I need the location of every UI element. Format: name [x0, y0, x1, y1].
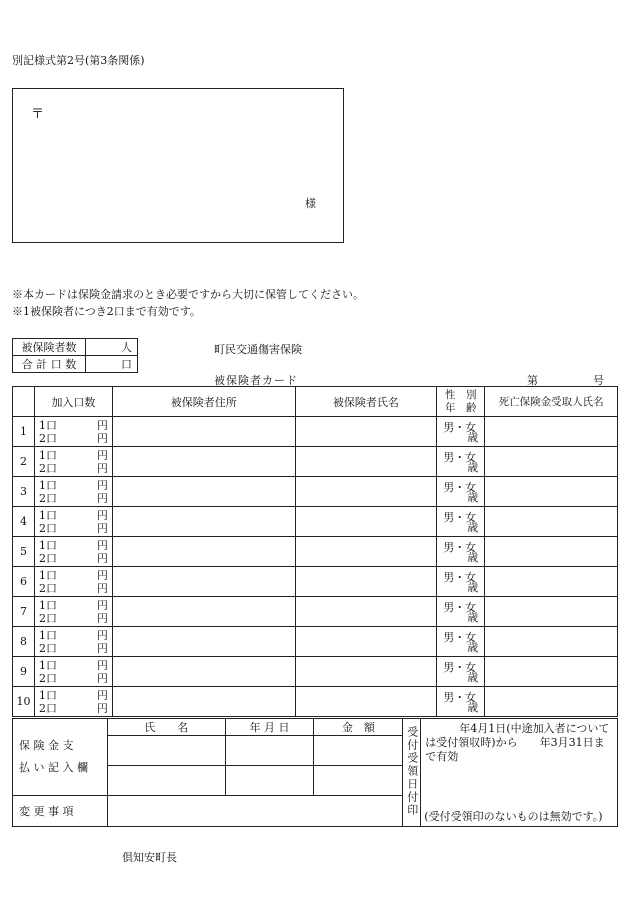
yen-label: 円: [96, 658, 108, 672]
row-sex-age[interactable]: [437, 597, 485, 627]
yen-label: 円: [96, 521, 108, 535]
header-address: 被保険者住所: [112, 387, 295, 417]
mayor-signature: 倶知安町長: [122, 851, 177, 864]
payment-table: [12, 718, 618, 827]
row-address[interactable]: [112, 687, 295, 717]
sex-options: 男・女: [443, 631, 477, 644]
row-units[interactable]: [34, 417, 112, 447]
row-beneficiary[interactable]: [485, 537, 618, 567]
row-name[interactable]: [295, 687, 437, 717]
yen-label: 円: [96, 671, 108, 685]
unit1-label: 1口: [38, 568, 57, 582]
row-beneficiary[interactable]: [485, 477, 618, 507]
unit2-label: 2口: [38, 671, 57, 685]
unit2-label: 2口: [38, 431, 57, 445]
form-caption: 別記様式第2号(第3条関係): [12, 54, 145, 67]
insured-count-unit: 人: [86, 339, 138, 356]
row-sex-age[interactable]: [437, 477, 485, 507]
row-number: 5: [13, 537, 35, 567]
payment-name-1[interactable]: [107, 736, 225, 766]
sex-options: 男・女: [443, 421, 477, 434]
row-number: 1: [13, 417, 35, 447]
yen-label: 円: [96, 611, 108, 625]
yen-label: 円: [96, 491, 108, 505]
age-unit: 歳: [467, 701, 479, 714]
header-sex: 性 別: [445, 388, 477, 401]
row-units[interactable]: [34, 477, 112, 507]
row-sex-age[interactable]: [437, 537, 485, 567]
insurance-name: 町民交通傷害保険: [214, 343, 302, 356]
unit1-label: 1口: [38, 508, 57, 522]
sex-options: 男・女: [443, 601, 477, 614]
payment-amount-2[interactable]: [314, 766, 403, 796]
yen-label: 円: [96, 701, 108, 715]
unit1-label: 1口: [38, 478, 57, 492]
yen-label: 円: [96, 418, 108, 432]
payment-label-line2: 払 い 記 入 欄: [19, 761, 88, 774]
table-row: [13, 687, 618, 717]
yen-label: 円: [96, 568, 108, 582]
payment-col-amount: 金 額: [314, 719, 403, 736]
row-address[interactable]: [112, 537, 295, 567]
yen-label: 円: [96, 431, 108, 445]
change-label: 変 更 事 項: [13, 796, 108, 827]
unit2-label: 2口: [38, 581, 57, 595]
row-units[interactable]: [34, 657, 112, 687]
header-age: 年 齢: [445, 401, 477, 414]
table-row: [13, 537, 618, 567]
row-name[interactable]: [295, 537, 437, 567]
row-number: 7: [13, 597, 35, 627]
yen-label: 円: [96, 598, 108, 612]
row-name[interactable]: [295, 507, 437, 537]
unit2-label: 2口: [38, 701, 57, 715]
sex-options: 男・女: [443, 451, 477, 464]
row-address[interactable]: [112, 567, 295, 597]
unit1-label: 1口: [38, 658, 57, 672]
payment-date-2[interactable]: [225, 766, 314, 796]
sex-options: 男・女: [443, 481, 477, 494]
row-address[interactable]: [112, 477, 295, 507]
row-address[interactable]: [112, 447, 295, 477]
sex-options: 男・女: [443, 571, 477, 584]
yen-label: 円: [96, 448, 108, 462]
row-sex-age[interactable]: [437, 417, 485, 447]
sex-options: 男・女: [443, 661, 477, 674]
row-number: 2: [13, 447, 35, 477]
payment-amount-1[interactable]: [314, 736, 403, 766]
row-sex-age[interactable]: [437, 567, 485, 597]
yen-label: 円: [96, 641, 108, 655]
row-name[interactable]: [295, 597, 437, 627]
table-row: [13, 417, 618, 447]
change-field[interactable]: [107, 796, 402, 827]
row-sex-age[interactable]: [437, 657, 485, 687]
row-sex-age[interactable]: [437, 507, 485, 537]
row-units[interactable]: [34, 627, 112, 657]
row-address[interactable]: [112, 597, 295, 627]
sex-options: 男・女: [443, 511, 477, 524]
row-units[interactable]: [34, 567, 112, 597]
unit2-label: 2口: [38, 551, 57, 565]
total-units-label: 合 計 口 数: [13, 356, 86, 373]
card-no-suffix: 号: [593, 374, 604, 387]
payment-date-1[interactable]: [225, 736, 314, 766]
row-beneficiary[interactable]: [485, 417, 618, 447]
unit2-label: 2口: [38, 641, 57, 655]
payment-label-line1: 保 険 金 支: [19, 739, 74, 752]
row-number: 4: [13, 507, 35, 537]
row-number: 3: [13, 477, 35, 507]
row-units[interactable]: [34, 537, 112, 567]
age-unit: 歳: [467, 461, 479, 474]
row-units[interactable]: [34, 597, 112, 627]
reception-cell: [421, 719, 618, 827]
row-beneficiary[interactable]: [485, 657, 618, 687]
card-no-prefix: 第: [527, 374, 538, 387]
unit2-label: 2口: [38, 461, 57, 475]
row-beneficiary[interactable]: [485, 507, 618, 537]
row-number: 10: [13, 687, 35, 717]
row-number: 8: [13, 627, 35, 657]
yen-label: 円: [96, 508, 108, 522]
age-unit: 歳: [467, 491, 479, 504]
card-title: 被保険者カード: [214, 374, 298, 387]
unit1-label: 1口: [38, 598, 57, 612]
postal-mark: 〒: [31, 107, 45, 122]
reception-void-note: (受付受領印のないものは無効です。): [424, 810, 603, 823]
yen-label: 円: [96, 628, 108, 642]
summary-box: [12, 338, 138, 373]
unit1-label: 1口: [38, 688, 57, 702]
age-unit: 歳: [467, 641, 479, 654]
row-sex-age[interactable]: [437, 687, 485, 717]
table-row: [13, 447, 618, 477]
age-unit: 歳: [467, 551, 479, 564]
table-row: [13, 627, 618, 657]
table-row: [13, 657, 618, 687]
age-unit: 歳: [467, 671, 479, 684]
row-sex-age[interactable]: [437, 447, 485, 477]
row-units[interactable]: [34, 447, 112, 477]
row-name[interactable]: [295, 447, 437, 477]
row-name[interactable]: [295, 477, 437, 507]
row-beneficiary[interactable]: [485, 597, 618, 627]
sex-options: 男・女: [443, 541, 477, 554]
yen-label: 円: [96, 688, 108, 702]
row-beneficiary[interactable]: [485, 447, 618, 477]
payment-label: [13, 719, 108, 796]
header-beneficiary: 死亡保険金受取人氏名: [485, 387, 618, 417]
table-row: [13, 477, 618, 507]
unit2-label: 2口: [38, 491, 57, 505]
insured-count-label: 被保険者数: [13, 339, 86, 356]
yen-label: 円: [96, 461, 108, 475]
row-units[interactable]: [34, 507, 112, 537]
unit2-label: 2口: [38, 611, 57, 625]
row-beneficiary[interactable]: [485, 687, 618, 717]
header-units: 加入口数: [34, 387, 112, 417]
age-unit: 歳: [467, 581, 479, 594]
payment-col-date: 年 月 日: [225, 719, 314, 736]
row-beneficiary[interactable]: [485, 567, 618, 597]
row-name[interactable]: [295, 417, 437, 447]
table-row: [13, 597, 618, 627]
total-units-unit: 口: [86, 356, 138, 373]
age-unit: 歳: [467, 521, 479, 534]
address-box: [12, 88, 344, 243]
note-keep-card: ※本カードは保険金請求のとき必要ですから大切に保管してください。: [12, 288, 364, 301]
table-row: [13, 507, 618, 537]
header-name: 被保険者氏名: [295, 387, 437, 417]
header-sex-age: [437, 387, 485, 417]
row-name[interactable]: [295, 627, 437, 657]
row-name[interactable]: [295, 657, 437, 687]
reception-stamp-label: 受付受領日付印: [405, 725, 419, 817]
insured-table: [12, 386, 618, 717]
honorific-sama: 様: [305, 197, 316, 210]
payment-name-2[interactable]: [107, 766, 225, 796]
reception-validity: 年4月1日(中途加入者については受付領収時)から 年3月31日まで有効: [425, 722, 610, 763]
unit1-label: 1口: [38, 538, 57, 552]
sex-options: 男・女: [443, 691, 477, 704]
row-address[interactable]: [112, 507, 295, 537]
reception-stamp-label-cell: [403, 719, 421, 827]
row-number: 9: [13, 657, 35, 687]
unit1-label: 1口: [38, 448, 57, 462]
row-name[interactable]: [295, 567, 437, 597]
row-number: 6: [13, 567, 35, 597]
payment-col-name: 氏 名: [107, 719, 225, 736]
yen-label: 円: [96, 581, 108, 595]
row-address[interactable]: [112, 627, 295, 657]
row-beneficiary[interactable]: [485, 627, 618, 657]
yen-label: 円: [96, 478, 108, 492]
row-units[interactable]: [34, 687, 112, 717]
yen-label: 円: [96, 538, 108, 552]
row-sex-age[interactable]: [437, 627, 485, 657]
yen-label: 円: [96, 551, 108, 565]
note-max-units: ※1被保険者につき2口まで有効です。: [12, 305, 201, 318]
table-row: [13, 567, 618, 597]
unit1-label: 1口: [38, 418, 57, 432]
unit1-label: 1口: [38, 628, 57, 642]
age-unit: 歳: [467, 431, 479, 444]
row-address[interactable]: [112, 417, 295, 447]
row-address[interactable]: [112, 657, 295, 687]
age-unit: 歳: [467, 611, 479, 624]
unit2-label: 2口: [38, 521, 57, 535]
